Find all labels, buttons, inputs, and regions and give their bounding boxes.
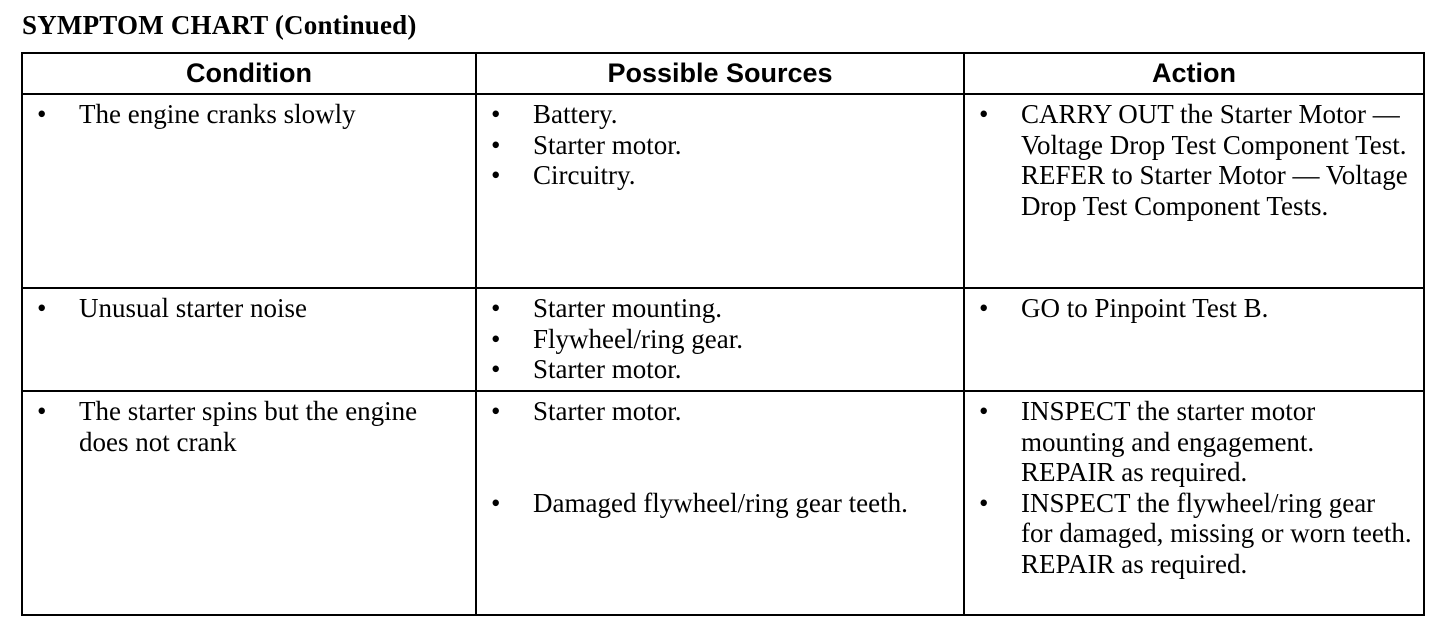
- column-header-condition: Condition: [22, 53, 476, 94]
- action-cell: [964, 288, 1424, 391]
- action-item: • INSPECT the flywheel/ring gear for damaged, missing or worn teeth. REPAIR as required.: [979, 488, 1413, 580]
- source-item: • Circuitry.: [491, 160, 953, 191]
- condition-text: • Unusual starter noise: [37, 293, 465, 324]
- condition-cell: [22, 94, 476, 288]
- action-item: • CARRY OUT the Starter Motor — Voltage Drop Test Component Test. REFER to Starter Motor — Voltage Drop Test Component Tests.: [979, 99, 1413, 221]
- action-cell: [964, 94, 1424, 288]
- condition-cell: [22, 288, 476, 391]
- action-item: • INSPECT the starter motor mounting and engagement. REPAIR as required.: [979, 396, 1413, 488]
- condition-cell: [22, 391, 476, 615]
- table-header-row: [22, 53, 1424, 94]
- column-header-action: Action: [964, 53, 1424, 94]
- table-row: [22, 288, 1424, 391]
- symptom-chart-table: [21, 52, 1425, 616]
- table-row: [22, 391, 1424, 615]
- source-item: • Damaged flywheel/ring gear teeth.: [491, 488, 953, 519]
- sources-cell: [476, 288, 964, 391]
- source-item: • Battery.: [491, 99, 953, 130]
- column-header-possible-sources: Possible Sources: [476, 53, 964, 94]
- source-item: • Starter motor.: [491, 354, 953, 385]
- source-item: • Flywheel/ring gear.: [491, 324, 953, 355]
- condition-text: • The engine cranks slowly: [37, 99, 465, 130]
- source-item: • Starter mounting.: [491, 293, 953, 324]
- action-item: • GO to Pinpoint Test B.: [979, 293, 1413, 324]
- sources-cell: [476, 94, 964, 288]
- page-title: SYMPTOM CHART (Continued): [22, 10, 417, 40]
- source-item: • Starter motor.: [491, 130, 953, 161]
- table-row: [22, 94, 1424, 288]
- condition-text: • The starter spins but the engine does not crank: [37, 396, 465, 457]
- action-cell: [964, 391, 1424, 615]
- source-item: • Starter motor.: [491, 396, 953, 427]
- sources-cell: [476, 391, 964, 615]
